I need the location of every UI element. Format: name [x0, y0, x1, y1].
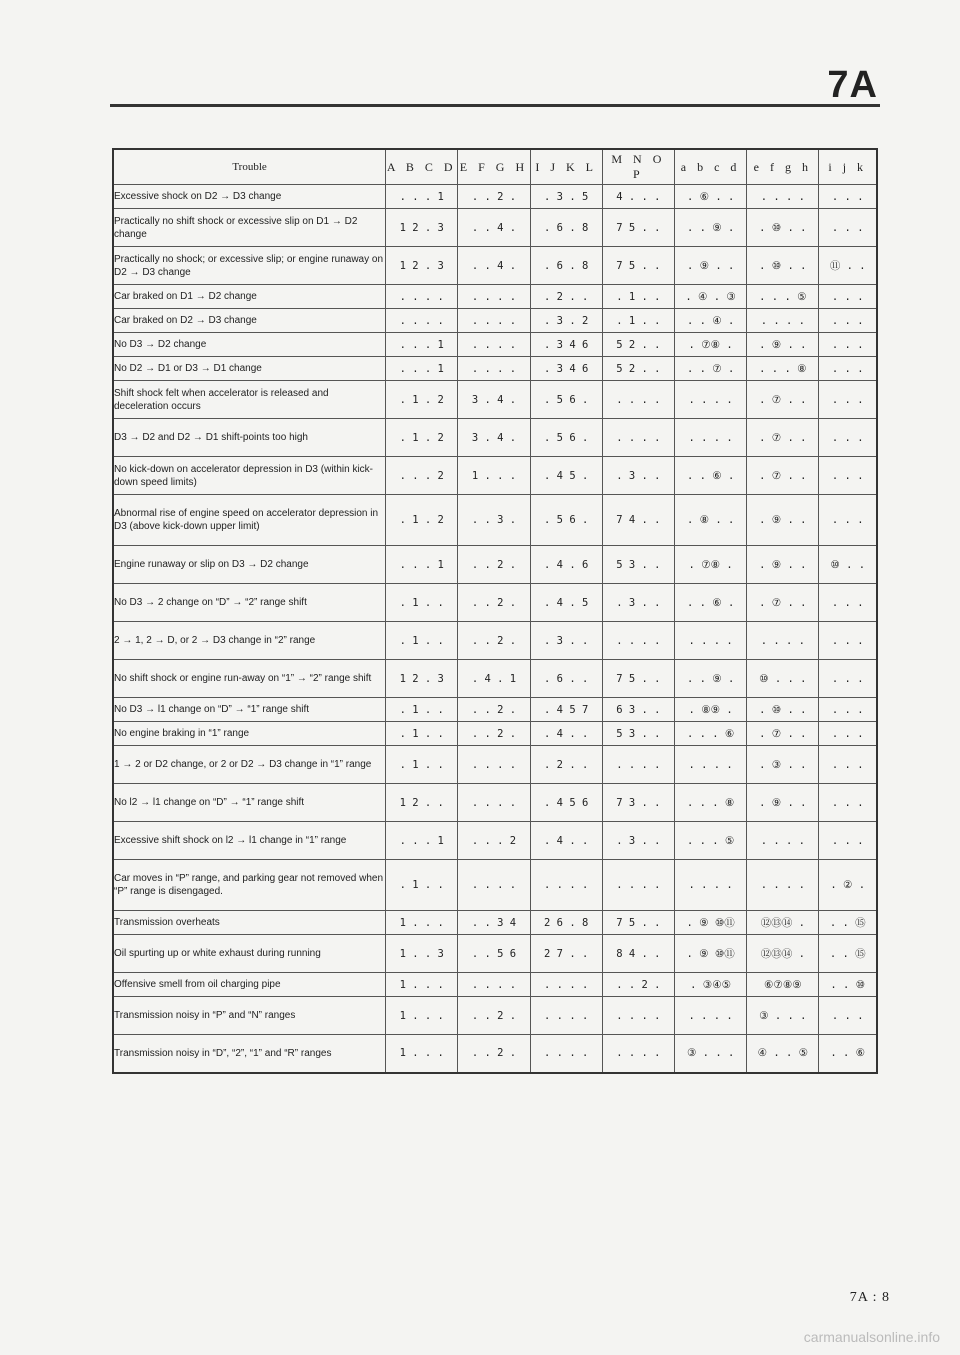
troubleshooting-table	[112, 148, 878, 1074]
code-cell: . . .	[819, 660, 877, 698]
code-cell: . ③④⑤	[675, 973, 747, 997]
column-header-group: I J K L	[530, 149, 602, 185]
code-cell: . . . .	[675, 860, 747, 911]
code-cell: . . .	[819, 622, 877, 660]
code-cell: . . ⑨ .	[675, 209, 747, 247]
code-cell: . . . .	[458, 860, 530, 911]
code-cell: . . .	[819, 285, 877, 309]
table-row	[113, 722, 877, 746]
code-cell: . 4 5 7	[530, 698, 602, 722]
code-cell: . ⑧ . .	[675, 495, 747, 546]
code-cell: . 3 4 6	[530, 357, 602, 381]
code-cell: . ⑨ . .	[747, 495, 819, 546]
code-cell: . . ⑥ .	[675, 584, 747, 622]
code-cell: . ④ . ③	[675, 285, 747, 309]
trouble-cell: Excessive shift shock on l2 → l1 change in “1” range	[113, 822, 386, 860]
code-cell: . 3 . .	[602, 457, 674, 495]
code-cell: . 1 . 2	[386, 381, 458, 419]
code-cell: 3 . 4 .	[458, 381, 530, 419]
column-header-group: i j k	[819, 149, 877, 185]
code-cell: . . . .	[747, 822, 819, 860]
table-row	[113, 546, 877, 584]
code-cell: . 6 . 8	[530, 247, 602, 285]
code-cell: . . . 1	[386, 357, 458, 381]
table-row	[113, 698, 877, 722]
code-cell: ⑫⑬⑭ .	[747, 911, 819, 935]
code-cell: . ⑨ ⑩⑪	[675, 935, 747, 973]
code-cell: . . . .	[530, 973, 602, 997]
column-header-group: a b c d	[675, 149, 747, 185]
code-cell: . 1 . .	[386, 722, 458, 746]
table-row	[113, 185, 877, 209]
code-cell: . . ⑥ .	[675, 457, 747, 495]
code-cell: . 1 . .	[602, 285, 674, 309]
code-cell: . . .	[819, 185, 877, 209]
code-cell: . ⑨ . .	[675, 247, 747, 285]
trouble-cell: Practically no shock; or excessive slip; or engine runaway on D2 → D3 change	[113, 247, 386, 285]
code-cell: . 6 . .	[530, 660, 602, 698]
code-cell: . . ⑮	[819, 911, 877, 935]
code-cell: . ⑦⑧ .	[675, 546, 747, 584]
trouble-cell: No D3 → l1 change on “D” → “1” range shift	[113, 698, 386, 722]
table-row	[113, 309, 877, 333]
code-cell: . . 2 .	[602, 973, 674, 997]
code-cell: . 1 . 2	[386, 495, 458, 546]
code-cell: 5 2 . .	[602, 357, 674, 381]
code-cell: . 4 . 5	[530, 584, 602, 622]
code-cell: . ⑦ . .	[747, 722, 819, 746]
code-cell: . 3 4 6	[530, 333, 602, 357]
code-cell: . 4 . .	[530, 822, 602, 860]
code-cell: . . ⑨ .	[675, 660, 747, 698]
code-cell: . . . .	[530, 997, 602, 1035]
table-row	[113, 584, 877, 622]
code-cell: ⑪ . .	[819, 247, 877, 285]
code-cell: . . ⑦ .	[675, 357, 747, 381]
code-cell: . . .	[819, 309, 877, 333]
trouble-cell: Practically no shift shock or excessive slip on D1 → D2 change	[113, 209, 386, 247]
code-cell: . 5 6 .	[530, 495, 602, 546]
code-cell: . . ⑥	[819, 1035, 877, 1073]
table-row	[113, 784, 877, 822]
code-cell: . . .	[819, 333, 877, 357]
table-row	[113, 381, 877, 419]
code-cell: 1 . . .	[458, 457, 530, 495]
code-cell: . 3 . .	[602, 822, 674, 860]
code-cell: . . . .	[602, 860, 674, 911]
trouble-cell: No l2 → l1 change on “D” → “1” range shift	[113, 784, 386, 822]
code-cell: . . 2 .	[458, 698, 530, 722]
code-cell: . . . .	[458, 309, 530, 333]
table-row	[113, 457, 877, 495]
trouble-cell: 2 → 1, 2 → D, or 2 → D3 change in “2” range	[113, 622, 386, 660]
table-row	[113, 973, 877, 997]
code-cell: . ⑨ . .	[747, 784, 819, 822]
code-cell: . . . .	[458, 784, 530, 822]
code-cell: . . .	[819, 698, 877, 722]
code-cell: 5 3 . .	[602, 722, 674, 746]
code-cell: . . . .	[458, 285, 530, 309]
code-cell: . 3 . 5	[530, 185, 602, 209]
code-cell: . . . ⑧	[747, 357, 819, 381]
code-cell: 7 5 . .	[602, 209, 674, 247]
table-row	[113, 357, 877, 381]
code-cell: . . . ⑤	[747, 285, 819, 309]
table-row	[113, 997, 877, 1035]
code-cell: . . . .	[602, 419, 674, 457]
code-cell: 5 2 . .	[602, 333, 674, 357]
code-cell: . . 5 6	[458, 935, 530, 973]
code-cell: . . . .	[602, 1035, 674, 1073]
code-cell: . . . .	[675, 622, 747, 660]
code-cell: . 1 . .	[386, 860, 458, 911]
code-cell: . . .	[819, 357, 877, 381]
table-row	[113, 1035, 877, 1073]
trouble-cell: 1 → 2 or D2 change, or 2 or D2 → D3 change in “1” range	[113, 746, 386, 784]
trouble-cell: Abnormal rise of engine speed on accelerator depression in D3 (above kick-down upper limit)	[113, 495, 386, 546]
column-header-group: A B C D	[386, 149, 458, 185]
code-cell: . 1 . .	[386, 698, 458, 722]
code-cell: . 3 . .	[530, 622, 602, 660]
code-cell: . . . .	[675, 997, 747, 1035]
code-cell: . . 2 .	[458, 546, 530, 584]
code-cell: ⑫⑬⑭ .	[747, 935, 819, 973]
code-cell: . ⑨ . .	[747, 333, 819, 357]
code-cell: . . 2 .	[458, 185, 530, 209]
trouble-cell: Transmission noisy in “D”, “2”, “1” and “R” ranges	[113, 1035, 386, 1073]
code-cell: . . . ⑧	[675, 784, 747, 822]
code-cell: . 1 . .	[602, 309, 674, 333]
code-cell: . . 3 .	[458, 495, 530, 546]
code-cell: . 4 5 .	[530, 457, 602, 495]
trouble-cell: Car braked on D2 → D3 change	[113, 309, 386, 333]
code-cell: . . . .	[675, 746, 747, 784]
code-cell: . . . 1	[386, 546, 458, 584]
code-cell: . . . .	[458, 333, 530, 357]
code-cell: 3 . 4 .	[458, 419, 530, 457]
code-cell: . . . 2	[386, 457, 458, 495]
trouble-cell: Shift shock felt when accelerator is released and deceleration occurs	[113, 381, 386, 419]
table-row	[113, 419, 877, 457]
code-cell: . . .	[819, 457, 877, 495]
code-cell: . 4 . 1	[458, 660, 530, 698]
code-cell: . ③ . .	[747, 746, 819, 784]
code-cell: . . 2 .	[458, 722, 530, 746]
code-cell: . . .	[819, 584, 877, 622]
trouble-cell: Excessive shock on D2 → D3 change	[113, 185, 386, 209]
code-cell: . ⑨ . .	[747, 546, 819, 584]
table-row	[113, 247, 877, 285]
code-cell: . . . .	[675, 419, 747, 457]
table-row	[113, 911, 877, 935]
code-cell: . . .	[819, 419, 877, 457]
trouble-cell: No kick-down on accelerator depression in D3 (within kick-down speed limits)	[113, 457, 386, 495]
code-cell: 1 . . 3	[386, 935, 458, 973]
trouble-cell: Car moves in “P” range, and parking gear not removed when “P” range is disengaged.	[113, 860, 386, 911]
code-cell: . . . .	[602, 997, 674, 1035]
code-cell: 1 . . .	[386, 973, 458, 997]
code-cell: . ⑥ . .	[675, 185, 747, 209]
code-cell: . . . .	[602, 381, 674, 419]
code-cell: . ⑩ . .	[747, 209, 819, 247]
code-cell: . . . 1	[386, 185, 458, 209]
code-cell: . 3 . 2	[530, 309, 602, 333]
code-cell: ⑥⑦⑧⑨	[747, 973, 819, 997]
trouble-cell: No D3 → D2 change	[113, 333, 386, 357]
code-cell: 7 4 . .	[602, 495, 674, 546]
code-cell: . . .	[819, 822, 877, 860]
code-cell: . . 4 .	[458, 209, 530, 247]
code-cell: . 4 . .	[530, 722, 602, 746]
code-cell: 2 6 . 8	[530, 911, 602, 935]
code-cell: ④ . . ⑤	[747, 1035, 819, 1073]
code-cell: . ⑦ . .	[747, 457, 819, 495]
table-row	[113, 660, 877, 698]
code-cell: 1 . . .	[386, 997, 458, 1035]
header-rule	[110, 104, 880, 107]
code-cell: . . . .	[602, 746, 674, 784]
code-cell: . . . 1	[386, 333, 458, 357]
code-cell: 7 5 . .	[602, 247, 674, 285]
code-cell: . ⑩ . .	[747, 698, 819, 722]
code-cell: . 6 . 8	[530, 209, 602, 247]
code-cell: ⑩ . .	[819, 546, 877, 584]
code-cell: 7 5 . .	[602, 660, 674, 698]
table-row	[113, 333, 877, 357]
trouble-cell: No D2 → D1 or D3 → D1 change	[113, 357, 386, 381]
code-cell: . . .	[819, 209, 877, 247]
code-cell: . . . ⑤	[675, 822, 747, 860]
column-header-group: M N O P	[602, 149, 674, 185]
code-cell: . 1 . 2	[386, 419, 458, 457]
code-cell: . 2 . .	[530, 285, 602, 309]
code-cell: . 1 . .	[386, 746, 458, 784]
code-cell: . 3 . .	[602, 584, 674, 622]
trouble-cell: No engine braking in “1” range	[113, 722, 386, 746]
code-cell: . . ⑩	[819, 973, 877, 997]
table-row	[113, 209, 877, 247]
code-cell: 1 2 . 3	[386, 209, 458, 247]
code-cell: . 1 . .	[386, 584, 458, 622]
code-cell: . ⑩ . .	[747, 247, 819, 285]
table-header-row	[113, 149, 877, 185]
code-cell: . ⑦ . .	[747, 584, 819, 622]
code-cell: . 1 . .	[386, 622, 458, 660]
trouble-cell: Offensive smell from oil charging pipe	[113, 973, 386, 997]
code-cell: . 4 5 6	[530, 784, 602, 822]
code-cell: . . .	[819, 997, 877, 1035]
code-cell: . . . .	[675, 381, 747, 419]
code-cell: . 2 . .	[530, 746, 602, 784]
code-cell: 1 . . .	[386, 911, 458, 935]
code-cell: . ⑦ . .	[747, 419, 819, 457]
trouble-cell: D3 → D2 and D2 → D1 shift-points too high	[113, 419, 386, 457]
code-cell: 4 . . .	[602, 185, 674, 209]
code-cell: . . . .	[747, 622, 819, 660]
code-cell: 5 3 . .	[602, 546, 674, 584]
code-cell: 1 . . .	[386, 1035, 458, 1073]
code-cell: . . ⑮	[819, 935, 877, 973]
code-cell: 1 2 . 3	[386, 247, 458, 285]
trouble-cell: Engine runaway or slip on D3 → D2 change	[113, 546, 386, 584]
code-cell: 8 4 . .	[602, 935, 674, 973]
table-row	[113, 622, 877, 660]
code-cell: . . 2 .	[458, 584, 530, 622]
trouble-cell: Oil spurting up or white exhaust during running	[113, 935, 386, 973]
code-cell: ⑩ . . .	[747, 660, 819, 698]
table-row	[113, 495, 877, 546]
code-cell: . . . 1	[386, 822, 458, 860]
code-cell: . . . .	[747, 860, 819, 911]
table-row	[113, 285, 877, 309]
code-cell: 1 2 . .	[386, 784, 458, 822]
column-header-trouble: Trouble	[113, 149, 386, 185]
code-cell: . 4 . 6	[530, 546, 602, 584]
code-cell: . . .	[819, 495, 877, 546]
code-cell: . . . .	[458, 746, 530, 784]
watermark: carmanualsonline.info	[803, 1329, 940, 1345]
code-cell: . . . .	[602, 622, 674, 660]
code-cell: . . . .	[386, 309, 458, 333]
code-cell: 1 2 . 3	[386, 660, 458, 698]
trouble-cell: Transmission overheats	[113, 911, 386, 935]
code-cell: . . 3 4	[458, 911, 530, 935]
table-body	[113, 185, 877, 1073]
code-cell: . . 2 .	[458, 1035, 530, 1073]
table-row	[113, 860, 877, 911]
code-cell: . . . .	[747, 309, 819, 333]
table-row	[113, 746, 877, 784]
trouble-cell: No shift shock or engine run-away on “1” → “2” range shift	[113, 660, 386, 698]
trouble-cell: Transmission noisy in “P” and “N” ranges	[113, 997, 386, 1035]
code-cell: . ② .	[819, 860, 877, 911]
code-cell: . 5 6 .	[530, 381, 602, 419]
code-cell: . . . .	[530, 860, 602, 911]
code-cell: . ⑧⑨ .	[675, 698, 747, 722]
code-cell: . . . .	[747, 185, 819, 209]
code-cell: . . . 2	[458, 822, 530, 860]
code-cell: . . 2 .	[458, 997, 530, 1035]
code-cell: . . 2 .	[458, 622, 530, 660]
code-cell: . 5 6 .	[530, 419, 602, 457]
table-row	[113, 822, 877, 860]
column-header-group: e f g h	[747, 149, 819, 185]
code-cell: . . . .	[386, 285, 458, 309]
trouble-cell: Car braked on D1 → D2 change	[113, 285, 386, 309]
code-cell: . . ④ .	[675, 309, 747, 333]
code-cell: 6 3 . .	[602, 698, 674, 722]
page-number: 7A : 8	[849, 1290, 890, 1305]
column-header-group: E F G H	[458, 149, 530, 185]
code-cell: ③ . . .	[675, 1035, 747, 1073]
code-cell: . . .	[819, 784, 877, 822]
page-header	[0, 0, 960, 110]
code-cell: . ⑦⑧ .	[675, 333, 747, 357]
code-cell: . . .	[819, 381, 877, 419]
code-cell: ③ . . .	[747, 997, 819, 1035]
code-cell: 7 3 . .	[602, 784, 674, 822]
code-cell: 2 7 . .	[530, 935, 602, 973]
code-cell: . . . .	[530, 1035, 602, 1073]
code-cell: . . . ⑥	[675, 722, 747, 746]
section-title: 7A	[827, 64, 878, 106]
trouble-cell: No D3 → 2 change on “D” → “2” range shift	[113, 584, 386, 622]
code-cell: . . . .	[458, 973, 530, 997]
code-cell: . ⑨ ⑩⑪	[675, 911, 747, 935]
code-cell: . . .	[819, 722, 877, 746]
code-cell: . . 4 .	[458, 247, 530, 285]
table-row	[113, 935, 877, 973]
code-cell: . . . .	[458, 357, 530, 381]
code-cell: . . .	[819, 746, 877, 784]
code-cell: . ⑦ . .	[747, 381, 819, 419]
code-cell: 7 5 . .	[602, 911, 674, 935]
